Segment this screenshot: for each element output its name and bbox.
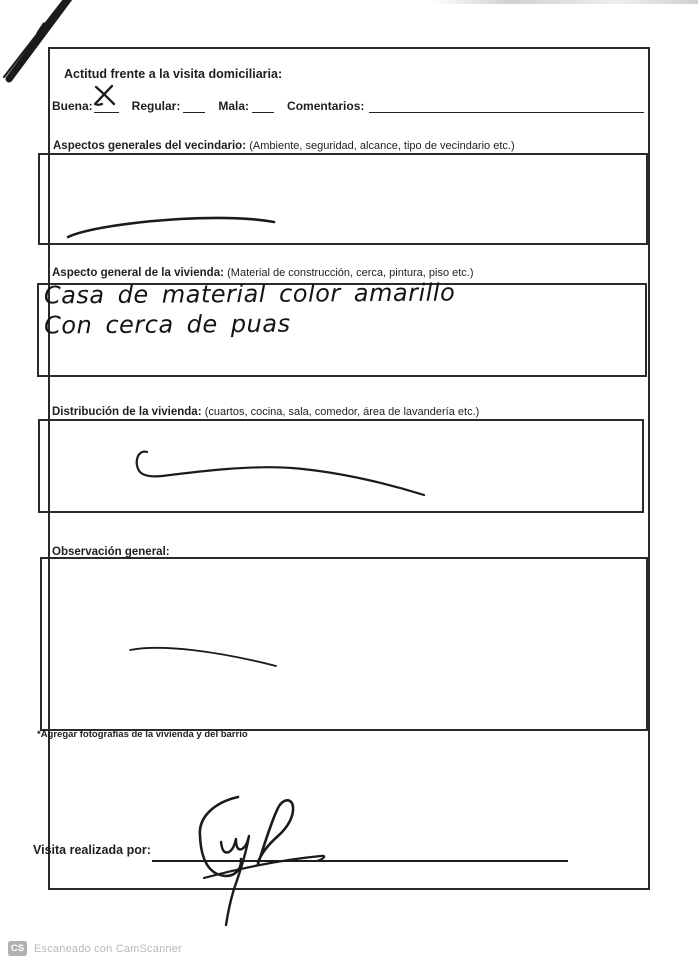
handwriting-line-1: Casa de material color amarillo (43, 278, 456, 310)
observacion-answer-box (40, 557, 648, 731)
buena-blank (94, 98, 119, 113)
attitude-options-row (52, 98, 644, 113)
mala-blank (252, 98, 274, 113)
attitude-section-title: Actitud frente a la visita domiciliaria: (64, 67, 283, 81)
handwriting-line-2: Con cerca de puas (44, 309, 291, 340)
vecindario-answer-box (38, 153, 648, 245)
observacion-title: Observación general: (52, 546, 170, 558)
vecindario-hint: (Ambiente, seguridad, alcance, tipo de vecindario etc.) (249, 140, 515, 152)
option-buena-label: Buena: (52, 99, 93, 113)
signature-scribble (188, 784, 348, 929)
comments-blank-line (369, 98, 644, 113)
camscanner-footer (8, 941, 182, 956)
camscanner-logo-icon: CS (8, 941, 27, 956)
camscanner-caption: Escaneado con CamScanner (34, 942, 182, 955)
distribucion-hint: (cuartos, cocina, sala, comedor, área de lavandería etc.) (204, 406, 480, 418)
distribucion-answer-box (38, 419, 644, 513)
vivienda-title: Aspecto general de la vivienda: (52, 267, 224, 279)
visited-by-label: Visita realizada por: (33, 843, 151, 857)
vivienda-answer-box (37, 278, 647, 377)
vecindario-section-label (53, 140, 515, 152)
distribucion-pen-stroke (40, 421, 642, 511)
comments-label: Comentarios: (287, 99, 365, 113)
scan-edge-artifact (430, 0, 698, 4)
distribucion-title: Distribución de la vivienda: (52, 406, 202, 418)
buena-x-mark-icon (91, 81, 117, 107)
observacion-pen-stroke (42, 559, 646, 729)
photos-footnote: *Agregar fotografías de la vivienda y del barrio (37, 729, 248, 740)
vecindario-title: Aspectos generales del vecindario: (53, 140, 247, 152)
distribucion-section-label (52, 406, 479, 418)
regular-blank (183, 98, 205, 113)
vivienda-handwritten-text (44, 278, 456, 341)
vivienda-hint: (Material de construcción, cerca, pintura, piso etc.) (227, 267, 474, 279)
option-mala-label: Mala: (218, 99, 250, 113)
vecindario-pen-stroke (40, 155, 646, 243)
option-regular-label: Regular: (131, 99, 181, 113)
